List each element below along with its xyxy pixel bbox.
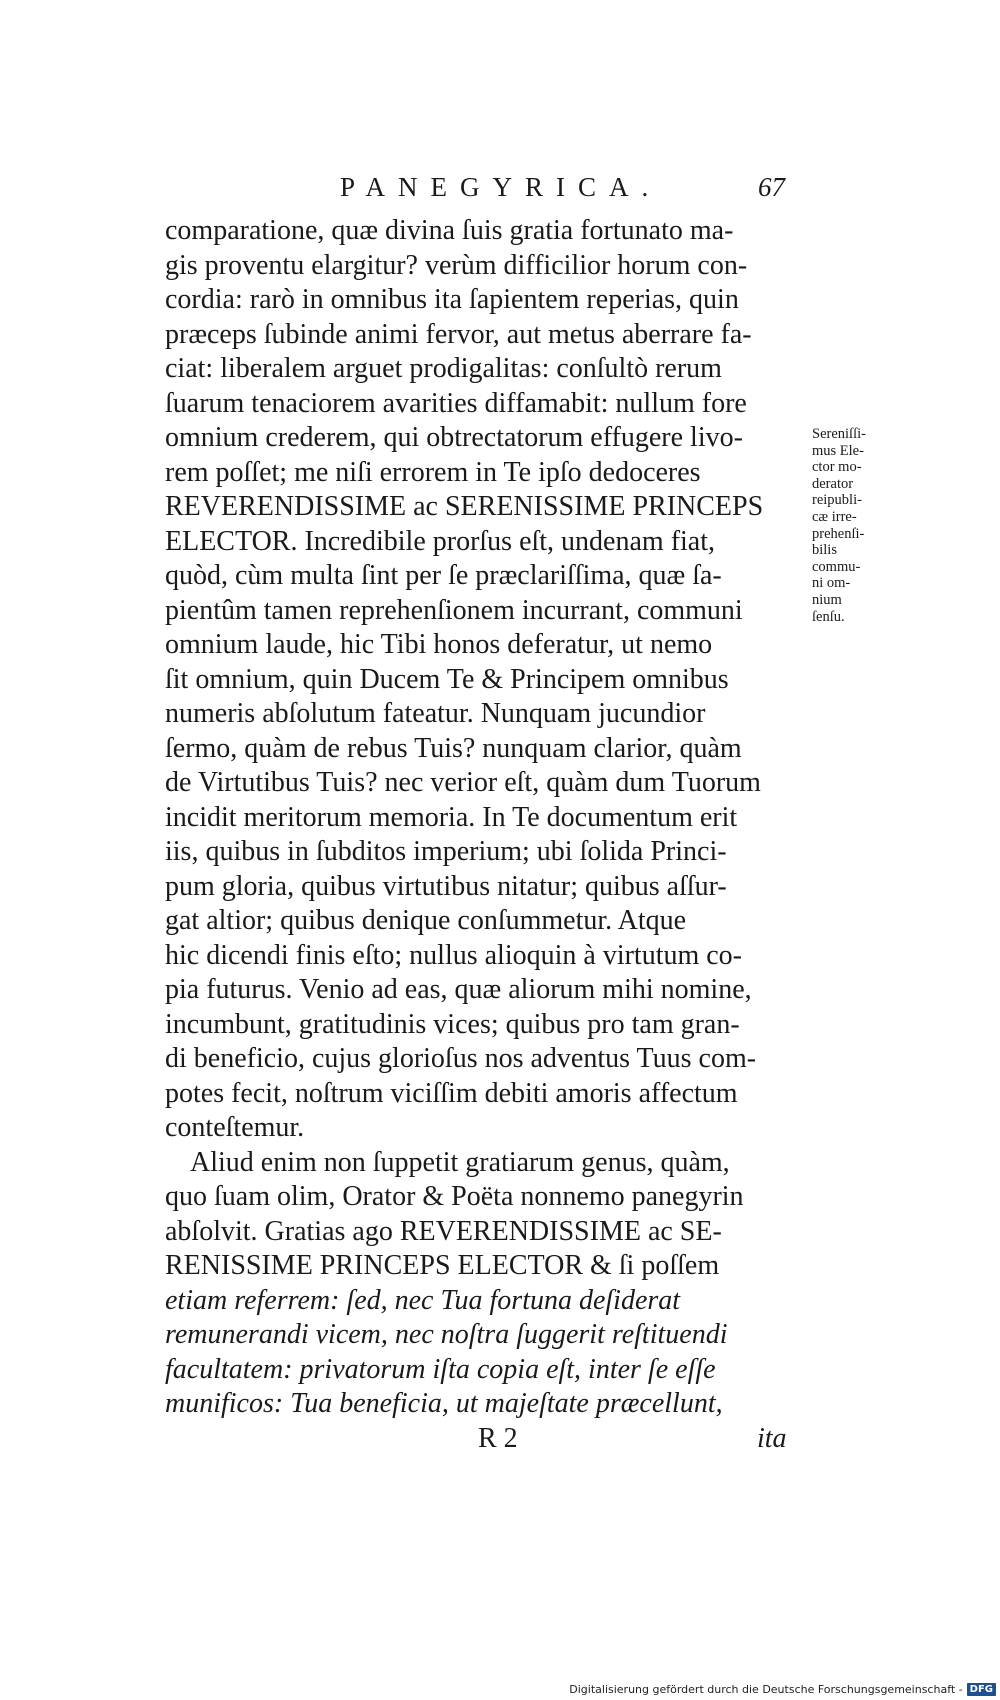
- text-line: de Virtutibus Tuis? nec verior eſt, quàm dum Tuorum: [165, 767, 761, 798]
- text-line: abſolvit. Gratias ago REVERENDISSIME ac SE-: [165, 1215, 722, 1247]
- text-line: ſermo, quàm de rebus Tuis? nunquam clarior, quàm: [165, 732, 742, 764]
- marginal-note-line: derator: [812, 475, 854, 492]
- digitization-footer: [569, 1683, 996, 1696]
- text-line: omnium laude, hic Tibi honos deferatur, ut nemo: [165, 629, 713, 660]
- dfg-logo-icon: DFG: [967, 1683, 996, 1696]
- marginal-note-line: ſenſu.: [812, 608, 845, 625]
- text-line: pum gloria, quibus virtutibus nitatur; quibus aſſur-: [165, 870, 727, 902]
- text-line: ELECTOR. Incredibile prorſus eſt, undenam fiat,: [165, 525, 716, 557]
- text-line: quo ſuam olim, Orator & Poëta nonnemo panegyrin: [165, 1181, 744, 1212]
- text-line: omnium crederem, qui obtrectatorum effugere livo-: [165, 422, 743, 453]
- text-line: RENISSIME PRINCEPS ELECTOR & ſi poſſem: [165, 1250, 720, 1281]
- text-line: facultatem: privatorum iſta copia eſt, inter ſe eſſe: [165, 1353, 716, 1385]
- text-line: pientûm tamen reprehenſionem incurrant, communi: [165, 594, 743, 626]
- marginal-note-line: prehenſi-: [812, 525, 865, 542]
- text-line: di beneficio, cujus glorioſus nos adventus Tuus com-: [165, 1043, 757, 1074]
- digitization-note: Digitalisierung gefördert durch die Deutsche Forschungsgemeinschaft -: [569, 1683, 963, 1696]
- catchword: ita: [757, 1423, 787, 1454]
- text-line: hic dicendi finis eſto; nullus alioquin à virtutum co-: [165, 939, 743, 971]
- text-line: remunerandi vicem, nec noſtra ſuggerit reſtituendi: [165, 1319, 728, 1350]
- body-text: [165, 214, 815, 1422]
- text-line: iis, quibus in ſubditos imperium; ubi ſolida Princi-: [165, 836, 727, 867]
- marginal-note-line: Sereniſſi-: [812, 426, 866, 442]
- text-line: gat altior; quibus denique conſummetur. Atque: [165, 905, 687, 936]
- text-line: REVERENDISSIME ac SERENISSIME PRINCEPS: [165, 491, 764, 522]
- text-line: comparatione, quæ divina ſuis gratia fortunato ma-: [165, 215, 734, 246]
- signature-mark: R 2: [478, 1423, 518, 1454]
- marginal-note-line: ctor mo-: [812, 459, 862, 476]
- text-line: gis proventu elargitur? verùm difficilior horum con-: [165, 249, 748, 281]
- text-line: rem poſſet; me niſi errorem in Te ipſo dedoceres: [165, 456, 701, 488]
- text-line: etiam referrem: ſed, nec Tua fortuna deſiderat: [165, 1284, 681, 1316]
- marginal-note: [812, 426, 892, 625]
- text-line: munificos: Tua beneficia, ut majeſtate præcellunt,: [165, 1388, 723, 1419]
- marginal-note-line: ni om-: [812, 575, 851, 592]
- text-line: incidit meritorum memoria. In Te documentum erit: [165, 801, 738, 833]
- text-line: potes fecit, noſtrum viciſſim debiti amoris affectum: [165, 1077, 738, 1109]
- text-line: Aliud enim non ſuppetit gratiarum genus, quàm,: [190, 1146, 730, 1178]
- marginal-note-line: mus Ele-: [812, 442, 864, 459]
- page-number: 67: [758, 172, 785, 202]
- text-line: præceps ſubinde animi fervor, aut metus aberrare fa-: [165, 318, 752, 350]
- text-line: conteſtemur.: [165, 1112, 305, 1143]
- text-line: numeris abſolutum fateatur. Nunquam jucundior: [165, 698, 706, 729]
- marginal-note-line: commu-: [812, 558, 861, 575]
- text-line: quòd, cùm multa ſint per ſe præclariſſima, quæ ſa-: [165, 560, 722, 591]
- text-line: ſuarum tenaciorem avarities diffamabit: nullum fore: [165, 387, 747, 419]
- text-line: pia futurus. Venio ad eas, quæ aliorum mihi nomine,: [165, 974, 752, 1005]
- text-line: incumbunt, gratitudinis vices; quibus pro tam gran-: [165, 1008, 740, 1040]
- marginal-note-line: cæ irre-: [812, 508, 857, 525]
- marginal-note-line: nium: [812, 591, 842, 608]
- text-line: ciat: liberalem arguet prodigalitas: conſultò rerum: [165, 353, 722, 384]
- marginal-note-line: bilis: [812, 542, 837, 559]
- text-line: ſit omnium, quin Ducem Te & Principem omnibus: [165, 663, 729, 695]
- running-head: PANEGYRICA.: [340, 172, 662, 202]
- marginal-note-line: reipubli-: [812, 492, 862, 509]
- text-line: cordia: rarò in omnibus ita ſapientem reperias, quin: [165, 284, 739, 315]
